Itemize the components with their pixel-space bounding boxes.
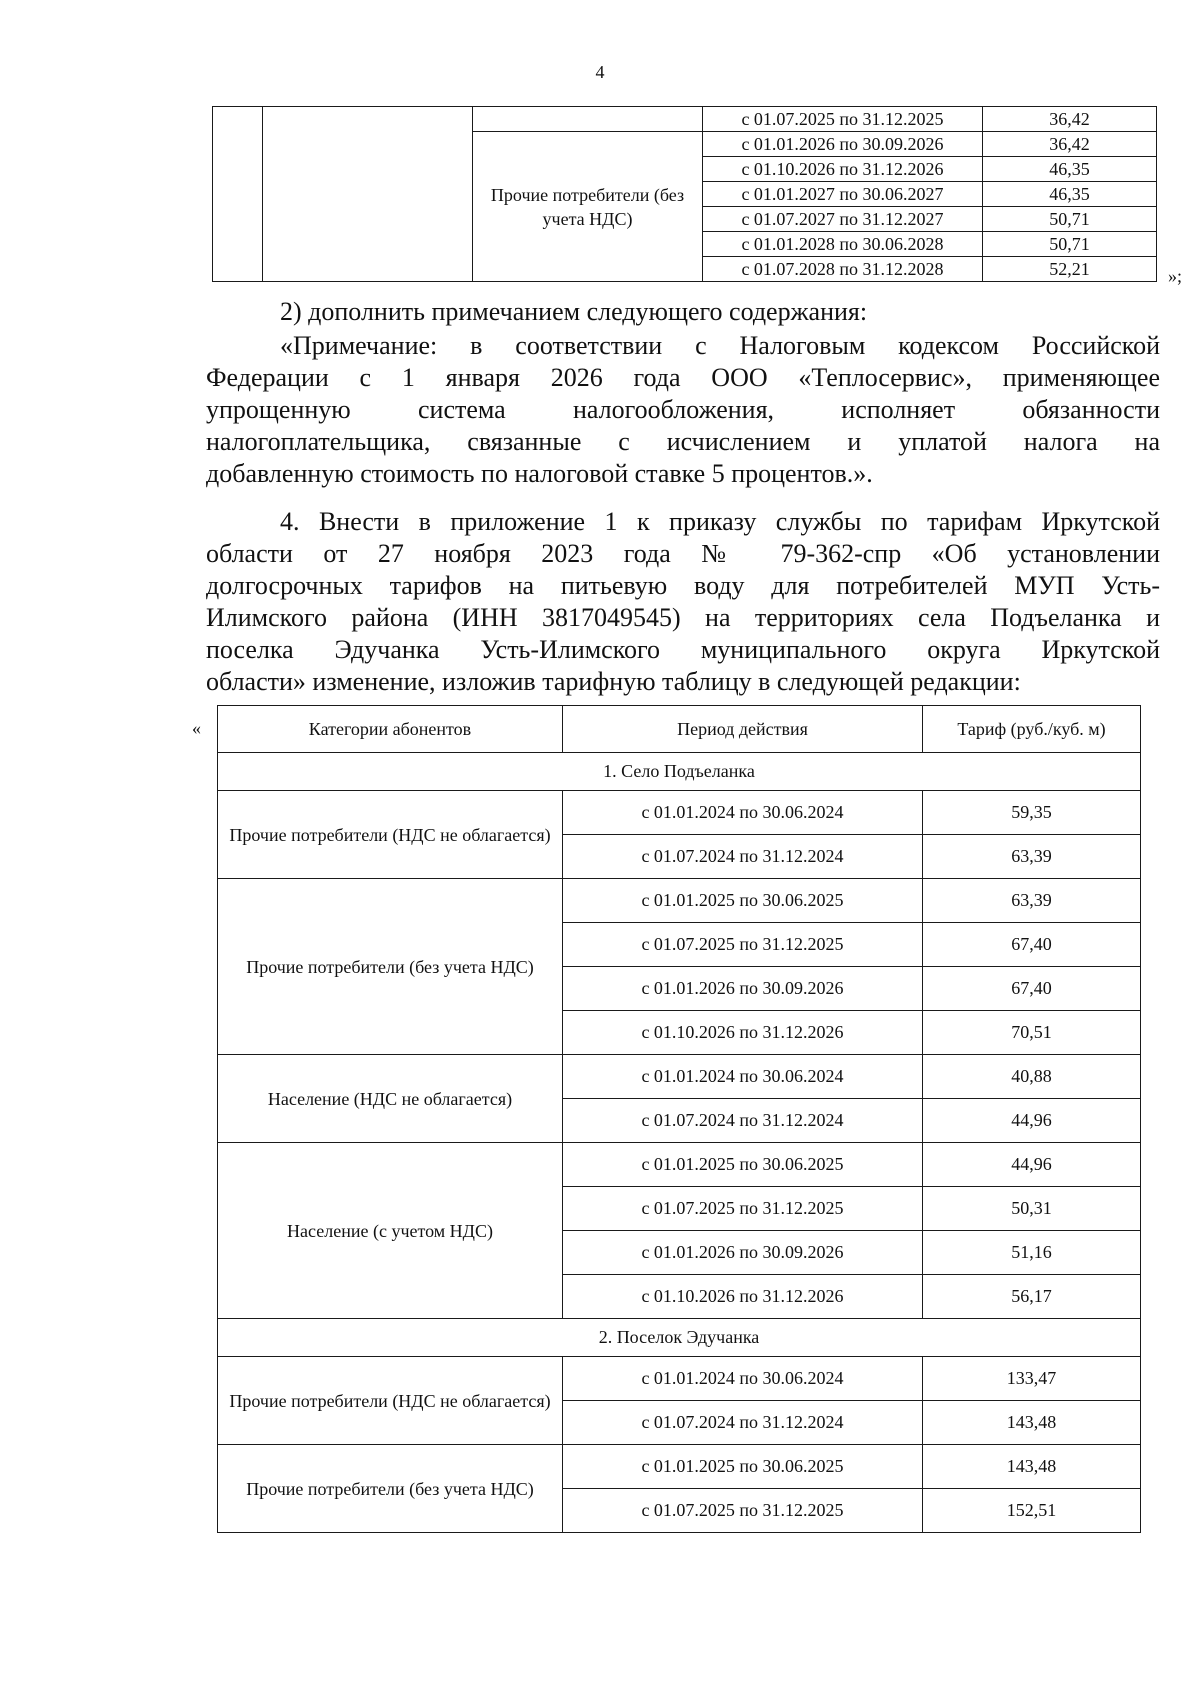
top-tariff-table — [212, 106, 1157, 282]
tariff-cell: 56,17 — [923, 1275, 1141, 1319]
section-title: 2. Поселок Эдучанка — [218, 1319, 1141, 1357]
tariff-cell: 70,51 — [923, 1011, 1141, 1055]
table-row — [218, 1055, 1141, 1099]
tariff-cell: 63,39 — [923, 879, 1141, 923]
item-2-paragraph — [206, 296, 1160, 328]
period-cell: с 01.01.2025 по 30.06.2025 — [563, 1445, 923, 1489]
period-cell: с 01.10.2026 по 31.12.2026 — [703, 157, 983, 182]
closing-quote-mark: »; — [1168, 266, 1183, 286]
text-line: долгосрочных тарифов на питьевую воду для потребителей МУП Усть- — [206, 571, 1160, 600]
period-cell: с 01.07.2025 по 31.12.2025 — [563, 1489, 923, 1533]
section-title: 1. Село Подъеланка — [218, 753, 1141, 791]
table-row — [218, 791, 1141, 835]
page-number: 4 — [595, 62, 605, 82]
main-tariff-table — [217, 705, 1141, 1533]
text-line: поселка Эдучанка Усть-Илимского муниципального округа Иркутской — [206, 635, 1160, 664]
period-cell: с 01.01.2026 по 30.09.2026 — [703, 132, 983, 157]
header-period: Период действия — [563, 706, 923, 753]
period-cell: с 01.07.2025 по 31.12.2025 — [703, 107, 983, 132]
blank-cell — [213, 107, 263, 282]
text-line: области от 27 ноября 2023 года № 79-362-спр «Об установлении — [206, 539, 1160, 568]
period-cell: с 01.01.2025 по 30.06.2025 — [563, 1143, 923, 1187]
text-line: упрощенную система налогообложения, исполняет обязанности — [206, 395, 1160, 424]
tariff-cell: 44,96 — [923, 1099, 1141, 1143]
tariff-cell: 143,48 — [923, 1401, 1141, 1445]
text-line: добавленную стоимость по налоговой ставке 5 процентов.». — [206, 459, 873, 488]
tariff-cell: 59,35 — [923, 791, 1141, 835]
header-category: Категории абонентов — [218, 706, 563, 753]
item-4-paragraph — [206, 506, 1160, 698]
tariff-cell: 36,42 — [983, 132, 1157, 157]
table-row — [218, 1357, 1141, 1401]
tariff-cell: 52,21 — [983, 257, 1157, 282]
period-cell: с 01.07.2024 по 31.12.2024 — [563, 1099, 923, 1143]
category-cell: Прочие потребители (без учета НДС) — [218, 1445, 563, 1533]
text-line: «Примечание: в соответствии с Налоговым кодексом Российской — [280, 331, 1160, 360]
category-cell: Прочие потребители (без учета НДС) — [473, 132, 703, 282]
period-cell: с 01.07.2027 по 31.12.2027 — [703, 207, 983, 232]
tariff-cell: 63,39 — [923, 835, 1141, 879]
tariff-cell: 40,88 — [923, 1055, 1141, 1099]
blank-cell — [473, 107, 703, 132]
text-line: 4. Внести в приложение 1 к приказу службы по тарифам Иркутской — [280, 507, 1160, 536]
blank-cell — [263, 107, 473, 282]
tariff-cell: 50,71 — [983, 232, 1157, 257]
period-cell: с 01.10.2026 по 31.12.2026 — [563, 1011, 923, 1055]
tariff-cell: 133,47 — [923, 1357, 1141, 1401]
period-cell: с 01.01.2026 по 30.09.2026 — [563, 967, 923, 1011]
period-cell: с 01.07.2025 по 31.12.2025 — [563, 1187, 923, 1231]
text-line: области» изменение, изложив тарифную таблицу в следующей редакции: — [206, 667, 1021, 696]
period-cell: с 01.01.2028 по 30.06.2028 — [703, 232, 983, 257]
period-cell: с 01.01.2024 по 30.06.2024 — [563, 1357, 923, 1401]
tariff-cell: 50,31 — [923, 1187, 1141, 1231]
period-cell: с 01.07.2025 по 31.12.2025 — [563, 923, 923, 967]
tariff-cell: 50,71 — [983, 207, 1157, 232]
period-cell: с 01.01.2024 по 30.06.2024 — [563, 1055, 923, 1099]
period-cell: с 01.07.2024 по 31.12.2024 — [563, 1401, 923, 1445]
tariff-cell: 152,51 — [923, 1489, 1141, 1533]
table-row — [218, 1143, 1141, 1187]
opening-quote-mark: « — [192, 718, 201, 738]
period-cell: с 01.01.2027 по 30.06.2027 — [703, 182, 983, 207]
category-cell: Население (с учетом НДС) — [218, 1143, 563, 1319]
table-row — [213, 107, 1157, 132]
table-row — [218, 1445, 1141, 1489]
period-cell: с 01.01.2026 по 30.09.2026 — [563, 1231, 923, 1275]
period-cell: с 01.10.2026 по 31.12.2026 — [563, 1275, 923, 1319]
category-cell: Прочие потребители (НДС не облагается) — [218, 1357, 563, 1445]
table-row — [218, 879, 1141, 923]
text-line: Илимского района (ИНН 3817049545) на территориях села Подъеланка и — [206, 603, 1160, 632]
section-row — [218, 753, 1141, 791]
tariff-cell: 51,16 — [923, 1231, 1141, 1275]
category-cell: Прочие потребители (НДС не облагается) — [218, 791, 563, 879]
tariff-cell: 67,40 — [923, 923, 1141, 967]
period-cell: с 01.01.2024 по 30.06.2024 — [563, 791, 923, 835]
header-tariff: Тариф (руб./куб. м) — [923, 706, 1141, 753]
text-line: 2) дополнить примечанием следующего содержания: — [280, 297, 868, 326]
period-cell: с 01.07.2024 по 31.12.2024 — [563, 835, 923, 879]
header-row — [218, 706, 1141, 753]
category-cell: Население (НДС не облагается) — [218, 1055, 563, 1143]
tariff-cell: 143,48 — [923, 1445, 1141, 1489]
text-line: Федерации с 1 января 2026 года ООО «Теплосервис», применяющее — [206, 363, 1160, 392]
tariff-cell: 44,96 — [923, 1143, 1141, 1187]
note-paragraph — [206, 330, 1160, 490]
period-cell: с 01.01.2025 по 30.06.2025 — [563, 879, 923, 923]
tariff-cell: 46,35 — [983, 157, 1157, 182]
tariff-cell: 46,35 — [983, 182, 1157, 207]
tariff-cell: 67,40 — [923, 967, 1141, 1011]
period-cell: с 01.07.2028 по 31.12.2028 — [703, 257, 983, 282]
text-line: налогоплательщика, связанные с исчислением и уплатой налога на — [206, 427, 1160, 456]
tariff-cell: 36,42 — [983, 107, 1157, 132]
section-row — [218, 1319, 1141, 1357]
category-cell: Прочие потребители (без учета НДС) — [218, 879, 563, 1055]
